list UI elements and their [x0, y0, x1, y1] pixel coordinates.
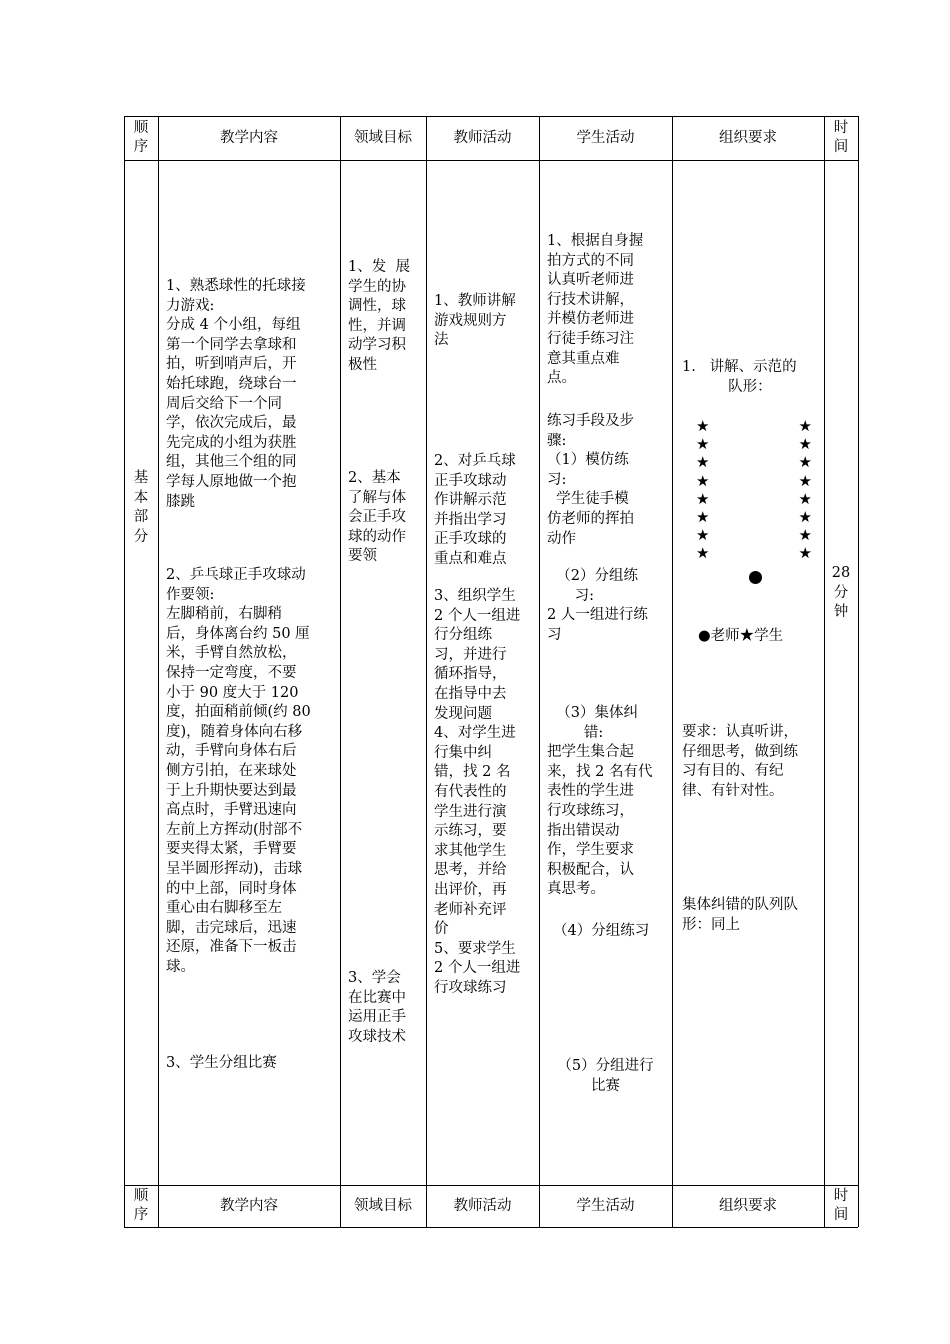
table-border [158, 116, 159, 1227]
teacher-activity-2: 2、对乒乓球 正手攻球动 作讲解示范 并指出学习 正手攻球的 重点和难点 [434, 453, 516, 567]
student-star-icon: ★ [696, 489, 710, 508]
table-border [858, 116, 859, 1227]
table-border [340, 116, 341, 1227]
header-organization: 组织要求 [719, 130, 777, 146]
student-star-icon: ★ [798, 453, 812, 472]
student-star-icon: ★ [798, 544, 812, 563]
student-activity-1: 1、根据自身握 拍方式的不同 认真听老师进 行技术讲解， 并模仿老师进 行徒手练习注 意其重点难 点。 [547, 233, 644, 387]
content-warmup: 1、熟悉球性的托球接 力游戏: 分成 4 个小组，每组 第一个同学去拿球和 拍，听到哨声后，开 始托球跑，绕球台一 周后交给下一个同 学，依次完成后，最 先完成的小组为获胜 组，其他三个组的同 学每人原地做一个抱 膝跳 [166, 278, 306, 510]
table-border [426, 116, 427, 1227]
star-row [696, 435, 812, 453]
student-activity-4: （3）集体纠 错: 把学生集合起 来，找 2 名有代 表性的学生进 行攻球练习， 指出错误动 作，学生要求 积极配合，认 真思考。 [547, 705, 653, 898]
table-border [124, 116, 858, 117]
header-student: 学生活动 [576, 130, 635, 146]
student-star-icon: ★ [696, 544, 710, 563]
footer-organization: 组织要求 [719, 1198, 777, 1214]
star-row [696, 526, 812, 544]
student-activity-3: （2）分组练 习: 2 人一组进行练 习 [547, 568, 648, 643]
student-star-icon: ★ [696, 471, 710, 490]
formation-legend: ●老师★学生 [698, 628, 784, 644]
footer-teacher: 教师活动 [453, 1198, 512, 1214]
table-border [672, 116, 673, 1227]
time-value: 28 分 钟 [831, 565, 851, 621]
goal-2: 2、基本 了解与体 会正手攻 球的动作 要领 [348, 470, 406, 565]
table-border [124, 116, 125, 1227]
content-forehand: 2、乒乓球正手攻球动 作要领: 左脚稍前，右脚稍 后，身体离台约 50 厘 米，手臂自然放松， 保持一定弯度，不要 小于 90 度大于 120 度，拍面稍前倾(约 80 度)，随着身体向右移 动，手臂向身体右后 侧方引拍，在来球处 于上升期快要达到最 高点时，手臂迅速向 左前上方挥动(肘部不 要夹得太紧，手臂要 呈半圆形挥动)，击球 的中上部，同时身体 重心由右脚移至左 脚，击完球后，迅速 还原，准备下一板击 球。 [166, 567, 311, 975]
student-activity-6: （5）分组进行 比赛 [557, 1058, 654, 1094]
section-label: 基 本 部 分 [133, 470, 149, 545]
table-border [824, 116, 825, 1227]
student-star-icon: ★ [696, 435, 710, 454]
table-border [124, 160, 858, 161]
star-row [696, 544, 812, 562]
star-row [696, 417, 812, 435]
header-order: 顺 序 [133, 120, 149, 155]
footer-order: 顺 序 [133, 1188, 149, 1223]
header-teacher: 教师活动 [453, 130, 512, 146]
student-star-icon: ★ [696, 453, 710, 472]
star-row [696, 453, 812, 471]
star-row [696, 508, 812, 526]
header-goals: 领域目标 [354, 130, 412, 146]
student-star-icon: ★ [798, 489, 812, 508]
footer-goals: 领域目标 [354, 1198, 412, 1214]
org-correction-formation: 集体纠错的队列队 形：同上 [682, 897, 798, 933]
student-star-icon: ★ [798, 471, 812, 490]
header-content: 教学内容 [220, 130, 278, 146]
student-star-icon: ★ [798, 435, 812, 454]
formation-diagram [696, 417, 812, 563]
table-border [124, 1227, 858, 1228]
footer-content: 教学内容 [220, 1198, 278, 1214]
header-time: 时 间 [833, 120, 849, 155]
star-row [696, 472, 812, 490]
student-star-icon: ★ [798, 526, 812, 545]
goal-1: 1、发 展 学生的协 调性，球 性，并调 动学习积 极性 [348, 259, 410, 373]
teacher-activity-1: 1、教师讲解 游戏规则方 法 [434, 293, 516, 349]
student-activity-2: 练习手段及步 骤: （1）模仿练 习: 学生徒手模 仿老师的挥拍 动作 [547, 413, 634, 547]
goal-3: 3、学会 在比赛中 运用正手 攻球技术 [348, 970, 406, 1045]
student-star-icon: ★ [696, 508, 710, 527]
footer-time: 时 间 [833, 1188, 849, 1223]
content-match: 3、学生分组比赛 [166, 1055, 277, 1071]
star-row [696, 490, 812, 508]
student-star-icon: ★ [798, 508, 812, 527]
student-star-icon: ★ [696, 526, 710, 545]
teacher-activity-3: 3、组织学生 2 个人一组进 行分组练 习，并进行 循环指导， 在指导中去 发现问题 4、对学生进 行集中纠 错，找 2 名 有代表性的 学生进行演 示练习，要 求其他学生 思考，并给 出评价，再 老师补充评 价 5、要求学生 2 个人一组进 行攻球练习 [434, 588, 521, 996]
student-star-icon: ★ [798, 417, 812, 435]
footer-student: 学生活动 [576, 1198, 635, 1214]
student-star-icon: ★ [696, 417, 710, 435]
table-border [124, 1185, 858, 1186]
student-activity-5: （4）分组练习 [553, 923, 650, 939]
org-formation-title: 1. 讲解、示范的 队形： [682, 359, 797, 395]
teacher-dot-icon [749, 571, 762, 584]
org-requirements: 要求：认真听讲， 仔细思考，做到练 习有目的、有纪 律、有针对性。 [682, 724, 798, 799]
